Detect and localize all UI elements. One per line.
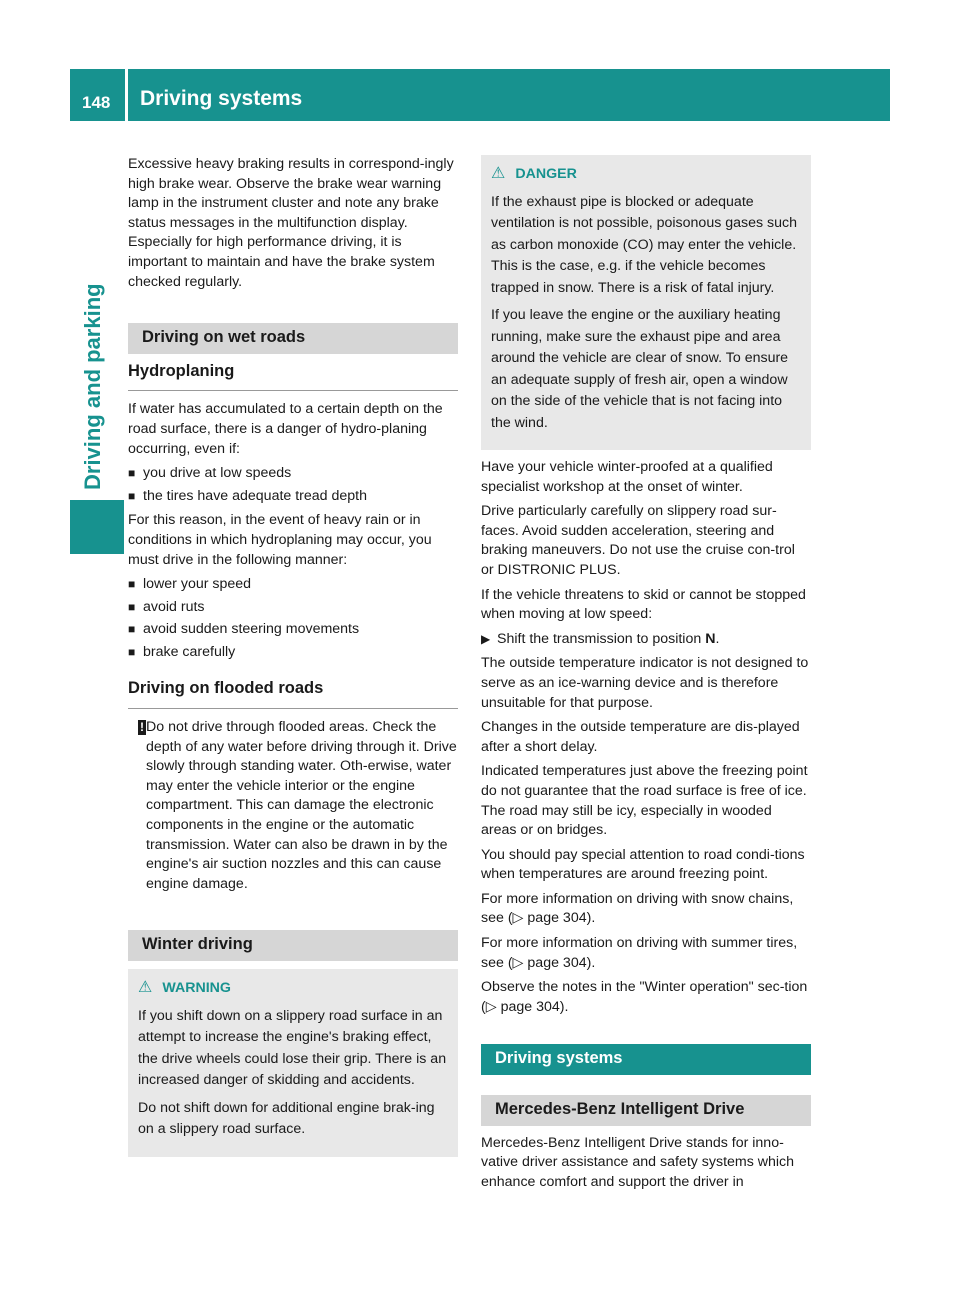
bullet-icon: ■ bbox=[128, 599, 136, 614]
attention-paragraph: You should pay special attention to road condi-tions when temperatures are around freezing point. bbox=[481, 846, 805, 883]
bullet-icon: ■ bbox=[128, 644, 136, 659]
intelligent-drive-paragraph: Mercedes-Benz Intelligent Drive stands for inno-vative driver assistance and safety systems which enhance comfort and support the driver in bbox=[481, 1134, 795, 1190]
warning-triangle-icon: ⚠ bbox=[491, 165, 506, 182]
snow-chains-paragraph: For more information on driving with snow chains, see (▷ page 304). bbox=[481, 890, 794, 927]
bullet-icon: ■ bbox=[128, 577, 136, 592]
driving-manner-list bbox=[128, 575, 458, 662]
winterproof-paragraph: Have your vehicle winter-proofed at a qualified specialist workshop at the onset of winter. bbox=[481, 459, 773, 495]
section-heading-wet-roads: Driving on wet roads bbox=[128, 323, 458, 354]
section-heading-winter-driving: Winter driving bbox=[128, 930, 458, 961]
page-ref-arrow-icon: ▷ bbox=[512, 910, 524, 927]
header-title: Driving systems bbox=[140, 87, 303, 110]
list-item: ■ the tires have adequate tread depth bbox=[128, 487, 458, 507]
bullet-icon: ■ bbox=[128, 466, 136, 481]
warning-box bbox=[128, 969, 458, 1157]
instruction-step: ▶ Shift the transmission to position N. bbox=[481, 630, 811, 650]
manner-paragraph: For this reason, in the event of heavy rain or in conditions in which hydroplaning may occur, you must drive in the following manner: bbox=[128, 512, 432, 568]
right-column bbox=[481, 155, 811, 1197]
caution-text: Do not drive through flooded areas. Check the depth of any water before driving through it. Drive slowly through standing water. Oth-erwise, water may enter the vehicle interior or the engine compartment. This can damage the electronic components in the engine or the automatic transmission. Water can also be drawn in by the engine's air suction nozzles and this can cause engine damage. bbox=[146, 719, 457, 892]
summer-tires-paragraph: For more information on driving with summer tires, see (▷ page 304). bbox=[481, 935, 798, 971]
step-arrow-icon: ▶ bbox=[481, 631, 491, 646]
list-item: ■ brake carefully bbox=[128, 643, 458, 663]
warning-header bbox=[138, 977, 448, 1000]
skid-paragraph: If the vehicle threatens to skid or cannot be stopped when moving at low speed: bbox=[481, 586, 806, 623]
subheading-flooded-roads: Driving on flooded roads bbox=[128, 679, 458, 709]
page-reference-link[interactable]: page 304 bbox=[527, 954, 587, 971]
list-item: ■ you drive at low speeds bbox=[128, 464, 458, 484]
danger-box bbox=[481, 155, 811, 450]
caution-note bbox=[128, 718, 458, 894]
temperature-paragraph: Changes in the outside temperature are dis-played after a short delay. bbox=[481, 719, 800, 755]
danger-label: DANGER bbox=[515, 166, 577, 182]
list-item: ■ lower your speed bbox=[128, 575, 458, 595]
page-reference-link[interactable]: page 304 bbox=[500, 998, 560, 1015]
page-reference-link[interactable]: page 304 bbox=[527, 910, 587, 927]
bullet-icon: ■ bbox=[128, 622, 136, 637]
list-item: ■ avoid sudden steering movements bbox=[128, 620, 458, 640]
danger-header bbox=[491, 163, 801, 186]
section-heading-intelligent-drive: Mercedes-Benz Intelligent Drive bbox=[481, 1095, 811, 1126]
temperature-paragraph: The outside temperature indicator is not designed to serve as an ice-warning device and is therefore unsuitable for that purpose. bbox=[481, 655, 809, 711]
hydroplaning-paragraph: If water has accumulated to a certain depth on the road surface, there is a danger of hydro-planing occurring, even if: bbox=[128, 401, 443, 457]
page-ref-arrow-icon: ▷ bbox=[512, 954, 524, 971]
header-divider bbox=[125, 69, 128, 121]
exclamation-icon: ! bbox=[140, 720, 144, 735]
winter-operation-paragraph: Observe the notes in the "Winter operation" sec-tion (▷ page 304). bbox=[481, 979, 808, 1015]
side-tab-label: Driving and parking bbox=[80, 283, 105, 490]
subheading-hydroplaning: Hydroplaning bbox=[128, 362, 458, 392]
list-item: ■ avoid ruts bbox=[128, 598, 458, 618]
gear-position: N bbox=[705, 630, 716, 647]
page-ref-arrow-icon: ▷ bbox=[485, 998, 497, 1015]
hydroplaning-conditions-list bbox=[128, 464, 458, 506]
section-heading-driving-systems: Driving systems bbox=[481, 1044, 811, 1075]
page-number: 148 bbox=[82, 93, 111, 112]
intro-paragraph: Excessive heavy braking results in correspond-ingly high brake wear. Observe the brake wear warning lamp in the instrument cluster and note any brake status messages in the multifunction display. Especially for high performance driving, it is important to maintain and have the brake system checked regularly. bbox=[128, 156, 454, 290]
warning-paragraph: Do not shift down for additional engine brak-ing on a slippery road surface. bbox=[138, 1099, 435, 1137]
slippery-paragraph: Drive particularly carefully on slippery road sur-faces. Avoid sudden acceleration, steering and braking maneuvers. Do not use the cruise con-trol or DISTRONIC PLUS. bbox=[481, 503, 795, 578]
warning-triangle-icon: ⚠ bbox=[138, 979, 153, 996]
danger-paragraph: If you leave the engine or the auxiliary heating running, make sure the exhaust pipe and area around the vehicle are clear of snow. To ensure an adequate supply of fresh air, open a window on the side of the vehicle that is not facing into the wind. bbox=[491, 307, 789, 431]
left-column bbox=[128, 155, 458, 1165]
temperature-paragraph: Indicated temperatures just above the freezing point do not guarantee that the road surface is free of ice. The road may still be icy, especially in wooded areas or on bridges. bbox=[481, 763, 808, 839]
danger-paragraph: If the exhaust pipe is blocked or adequate ventilation is not possible, poisonous gases such as carbon monoxide (CO) may enter the vehicle. This is the case, e.g. if the vehicle becomes trapped in snow. There is a risk of fatal injury. bbox=[491, 193, 798, 296]
bullet-icon: ■ bbox=[128, 488, 136, 503]
side-tab-marker bbox=[70, 500, 124, 554]
warning-label: WARNING bbox=[162, 980, 231, 996]
warning-paragraph: If you shift down on a slippery road surface in an attempt to increase the engine's braking effect, the drive wheels could lose their grip. There is an increased danger of skidding and accidents. bbox=[138, 1007, 447, 1088]
